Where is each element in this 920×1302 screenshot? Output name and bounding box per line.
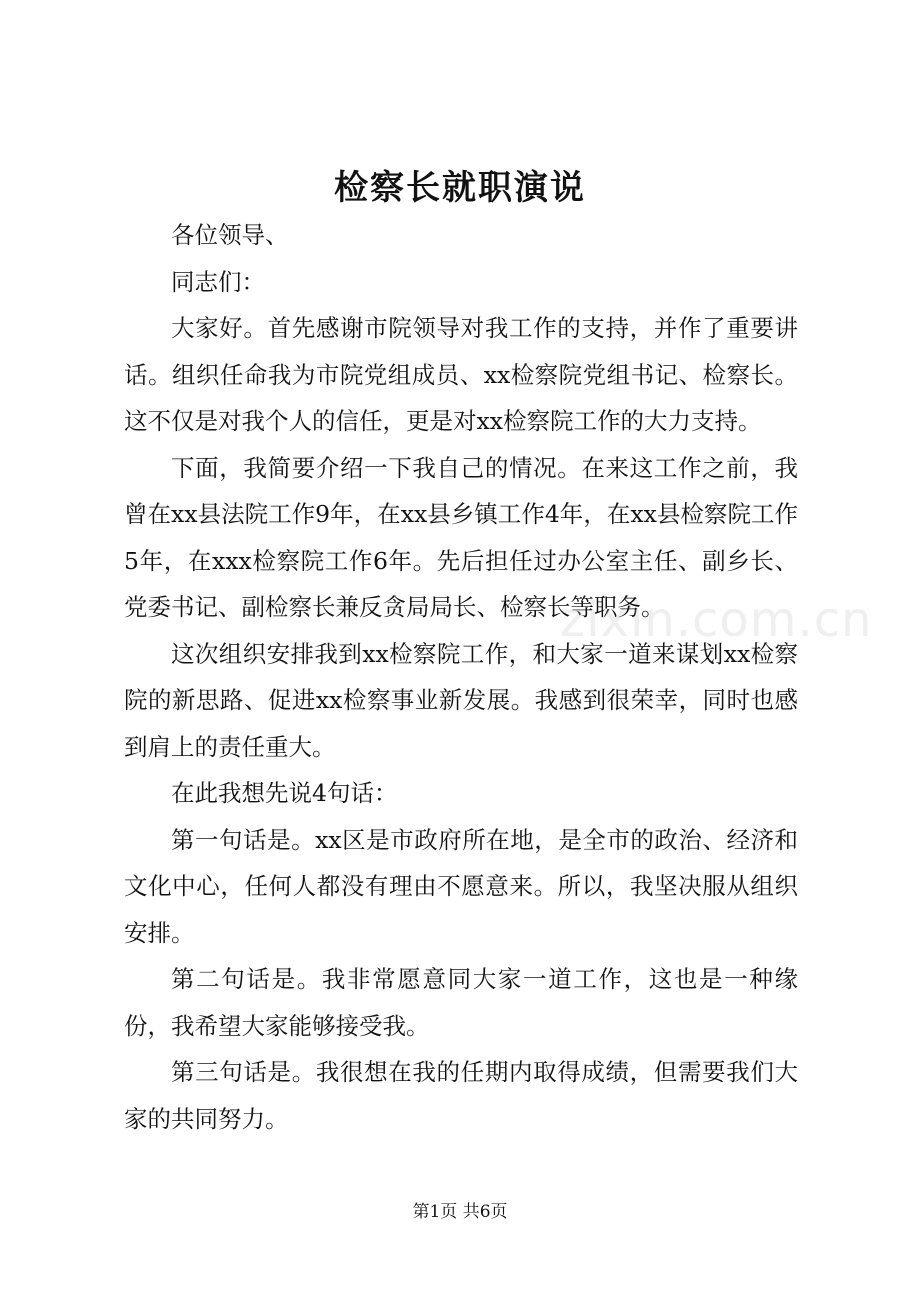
paragraph-background: 下面，我简要介绍一下我自己的情况。在来这工作之前，我曾在xx县法院工作9年，在xx县乡镇工作4年，在xx县检察院工作5年，在xxx检察院工作6年。先后担任过办公室主任、副乡长、党委书记、副检察长兼反贪局局长、检察长等职务。 (124, 453, 798, 621)
paragraph-salutation-1: 各位领导、 (171, 221, 289, 249)
paragraph-assignment: 这次组织安排我到xx检察院工作，和大家一道来谋划xx检察院的新思路、促进xx检察事业新发展。我感到很荣幸，同时也感到肩上的责任重大。 (124, 639, 798, 761)
paragraph-greeting: 大家好。首先感谢市院领导对我工作的支持，并作了重要讲话。组织任命我为市院党组成员、xx检察院党组书记、检察长。这不仅是对我个人的信任，更是对xx检察院工作的大力支持。 (124, 314, 798, 435)
document-body (124, 212, 798, 1142)
page-footer: 第1页 共6页 (412, 1202, 508, 1222)
watermark: zixin.com.cn (560, 592, 873, 648)
paragraph-point-3: 第三句话是。我很想在我的任期内取得成绩，但需要我们大家的共同努力。 (124, 1058, 798, 1133)
paragraph-salutation-2: 同志们： (171, 267, 265, 296)
paragraph-point-2: 第二句话是。我非常愿意同大家一道工作，这也是一种缘份，我希望大家能够接受我。 (124, 965, 798, 1040)
document-title: 检察长就职演说 (334, 168, 586, 208)
paragraph-point-1: 第一句话是。xx区是市政府所在地，是全市的政治、经济和文化中心，任何人都没有理由不愿意来。所以，我坚决服从组织安排。 (124, 825, 798, 947)
paragraph-intro-points: 在此我想先说4句话： (171, 779, 398, 807)
